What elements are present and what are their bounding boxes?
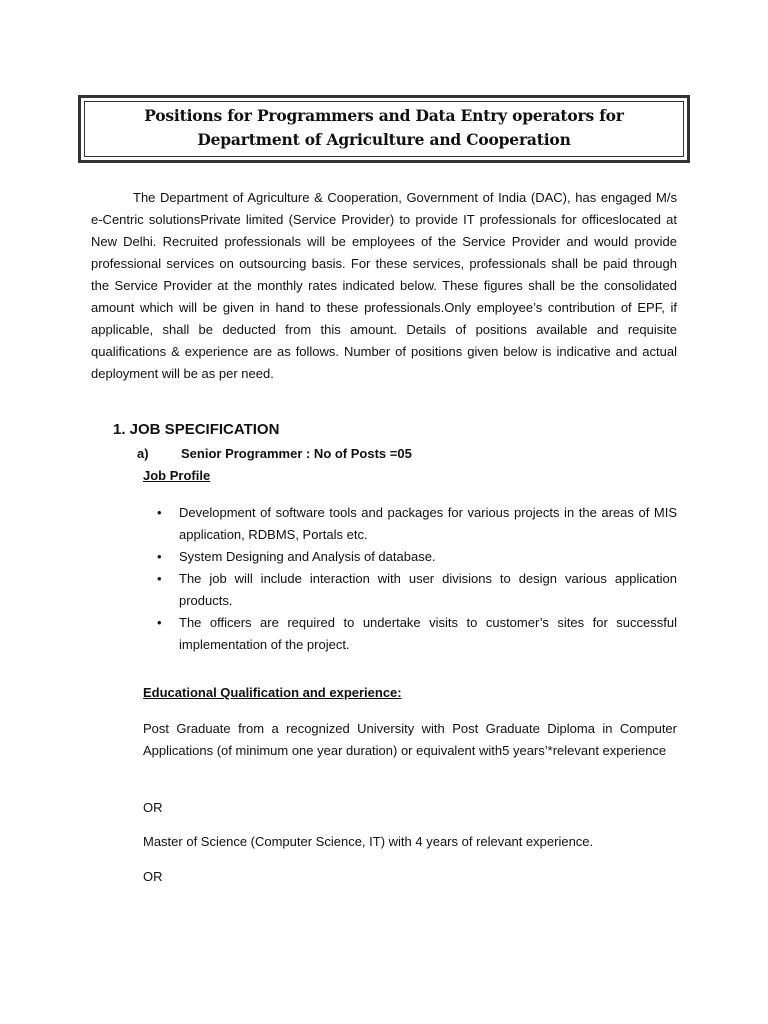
list-item-text: The officers are required to undertake visits to customer’s sites for successful implementation of the project. xyxy=(179,615,677,652)
bullet-icon: • xyxy=(157,505,162,520)
list-item-text: System Designing and Analysis of database. xyxy=(179,549,436,564)
title-box xyxy=(78,95,690,163)
or-separator-2: OR xyxy=(143,869,163,884)
list-item xyxy=(157,502,677,546)
or-separator-1: OR xyxy=(143,800,163,815)
list-item-text: The job will include interaction with user divisions to design various application products. xyxy=(179,571,677,608)
education-label: Educational Qualification and experience: xyxy=(143,685,402,700)
education-option-1: Post Graduate from a recognized University with Post Graduate Diploma in Computer Applications (of minimum one year duration) or equivalent with5 years’*relevant experience xyxy=(143,721,677,758)
job-profile-list xyxy=(157,502,677,656)
list-item xyxy=(157,546,677,568)
section-heading: 1. JOB SPECIFICATION xyxy=(113,421,280,438)
document-title-line-2: Department of Agriculture and Cooperation xyxy=(197,130,571,149)
job-profile-label: Job Profile xyxy=(143,468,211,483)
intro-paragraph: The Department of Agriculture & Cooperation, Government of India (DAC), has engaged M/s e-Centric solutionsPrivate limited (Service Provider) to provide IT professionals for officeslocated at New Delhi. Recruited professionals will be employees of the Service Provider and would provide professional services on outsourcing basis. For these services, professionals shall be paid through the Service Provider at the monthly rates indicated below. These figures shall be the consolidated amount which will be given in hand to these professionals.Only employee’s contribution of EPF, if applicable, shall be deducted from this amount. Details of positions available and requisite qualifications & experience are as follows. Number of positions given below is indicative and actual deployment will be as per need. xyxy=(91,190,677,381)
bullet-icon: • xyxy=(157,571,162,586)
list-item xyxy=(157,612,677,656)
document-title-line-1: Positions for Programmers and Data Entry operators for xyxy=(144,106,624,125)
bullet-icon: • xyxy=(157,549,162,564)
position-label: a) xyxy=(137,446,149,461)
list-item xyxy=(157,568,677,612)
position-subheading xyxy=(137,446,412,461)
list-item-text: Development of software tools and packages for various projects in the areas of MIS application, RDBMS, Portals etc. xyxy=(179,505,677,542)
education-option-2: Master of Science (Computer Science, IT) with 4 years of relevant experience. xyxy=(143,834,594,849)
bullet-icon: • xyxy=(157,615,162,630)
position-title: Senior Programmer : No of Posts =05 xyxy=(181,446,412,461)
